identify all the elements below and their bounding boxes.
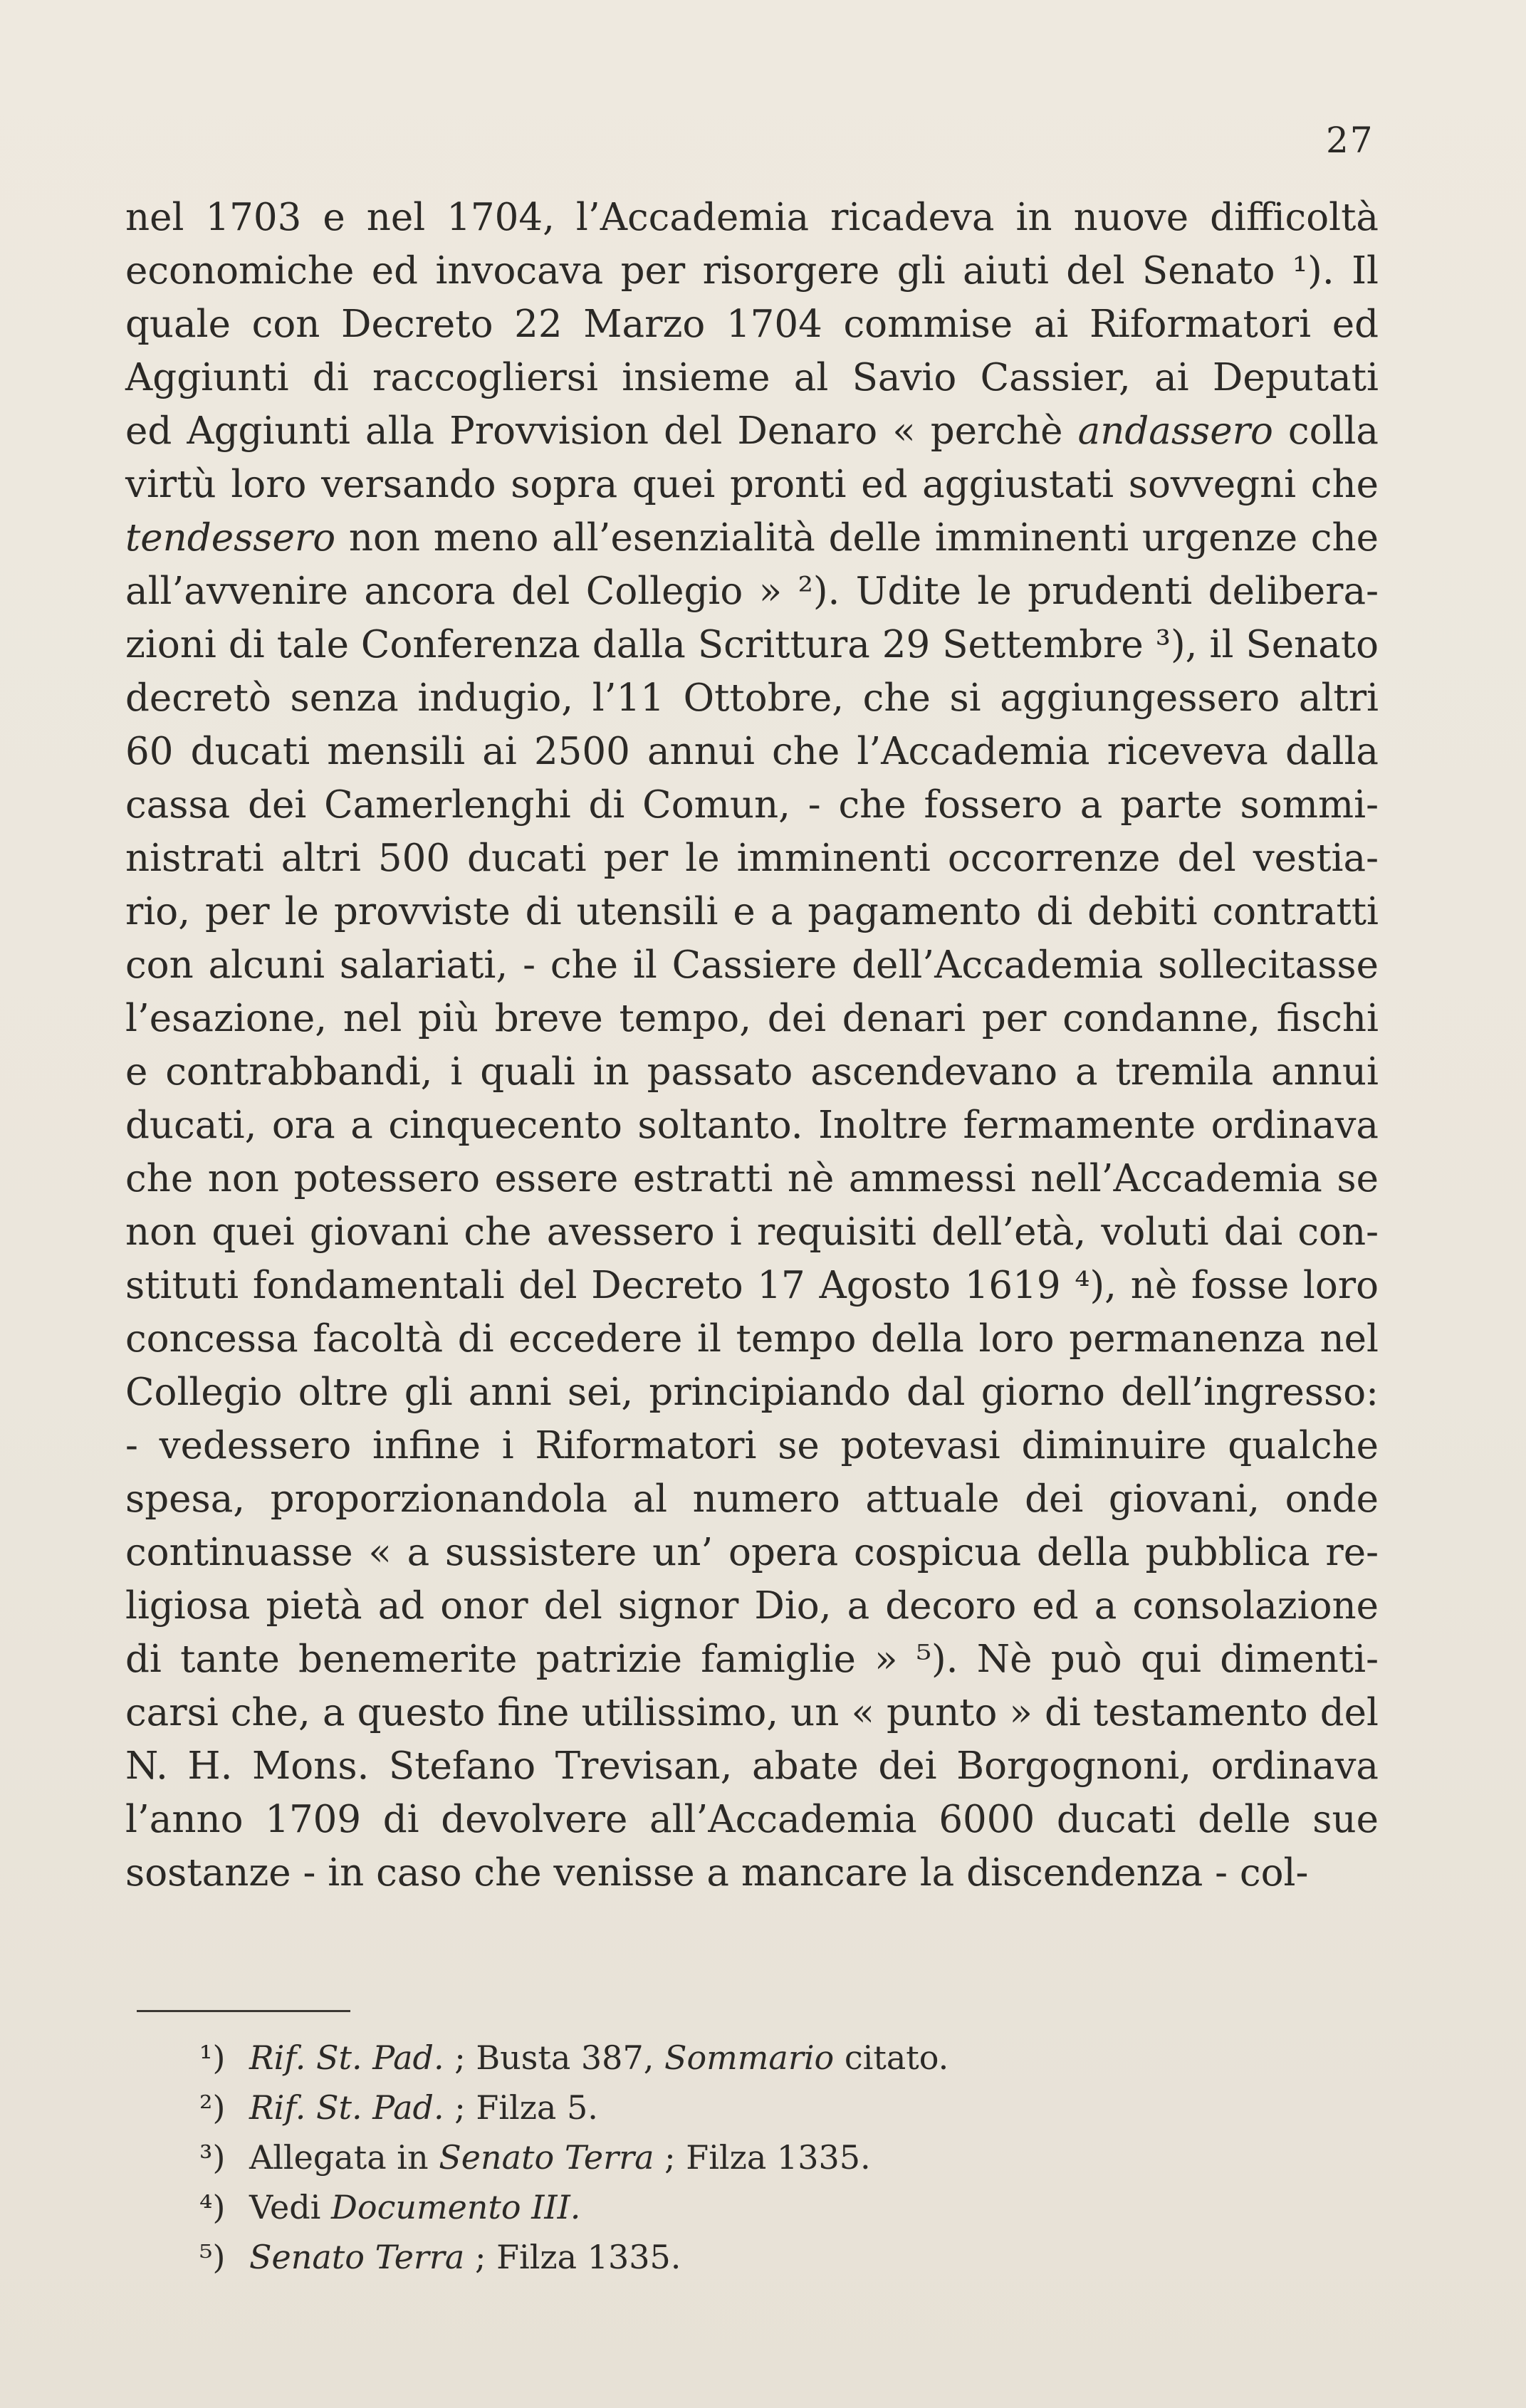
footnote-italic-text: Rif. St. Pad.	[249, 2038, 444, 2077]
text-line	[125, 1259, 1379, 1312]
text-line	[125, 992, 1379, 1045]
text-run: non meno all’esenzialità delle imminenti urgenze che	[335, 516, 1379, 560]
page-number: 27	[1326, 120, 1374, 161]
footnote-text: ; Busta 387,	[444, 2038, 664, 2077]
text-line	[125, 1312, 1379, 1366]
text-line	[125, 298, 1379, 351]
text-run: che non potessero essere estratti nè ammessi nell’Accademia se	[125, 1157, 1379, 1200]
footnote	[199, 2033, 1196, 2083]
text-line	[125, 191, 1379, 244]
text-run: ed Aggiunti alla Provvision del Denaro « perchè	[125, 409, 1078, 453]
text-run: Collegio oltre gli anni sei, principiando dal giorno dell’ingresso:	[125, 1371, 1379, 1414]
text-line	[125, 1045, 1379, 1099]
text-line	[125, 938, 1379, 992]
footnote	[199, 2132, 1196, 2182]
text-line	[125, 458, 1379, 511]
footnote-italic-text: Senato Terra	[439, 2138, 654, 2177]
footnote	[199, 2182, 1196, 2232]
text-run: ligiosa pietà ad onor del signor Dio, a decoro ed a consolazione	[125, 1584, 1379, 1628]
text-run: nel 1703 e nel 1704, l’Accademia ricadeva in nuove difficoltà	[125, 196, 1379, 239]
text-line	[125, 725, 1379, 778]
text-line	[125, 885, 1379, 938]
footnote-mark: ⁴)	[199, 2188, 226, 2226]
text-run: nistrati altri 500 ducati per le imminenti occorrenze del vestia-	[125, 837, 1379, 880]
text-run: cassa dei Camerlenghi di Comun, - che fossero a parte sommi-	[125, 783, 1379, 827]
text-run: carsi che, a questo fine utilissimo, un « punto » di testamento del	[125, 1691, 1379, 1734]
text-line	[125, 1793, 1379, 1846]
footnote	[199, 2083, 1196, 2132]
text-line	[125, 1739, 1379, 1793]
text-run: continuasse « a sussistere un’ opera cospicua della pubblica re-	[125, 1531, 1379, 1574]
footnote-text: citato.	[834, 2038, 949, 2077]
text-line	[125, 404, 1379, 458]
text-run: di tante benemerite patrizie famiglie » ⁵). Nè può qui dimenti-	[125, 1638, 1379, 1681]
text-line	[125, 1579, 1379, 1633]
text-run: quale con Decreto 22 Marzo 1704 commise ai Riformatori ed	[125, 303, 1379, 346]
footnote-italic-text: Sommario	[664, 2038, 835, 2077]
footnote-italic-text: Documento III.	[331, 2188, 581, 2226]
text-line	[125, 1633, 1379, 1686]
footnotes	[199, 2033, 1196, 2282]
text-run: N. H. Mons. Stefano Trevisan, abate dei Borgognoni, ordinava	[125, 1744, 1379, 1788]
text-line	[125, 1205, 1379, 1259]
text-run: zioni di tale Conferenza dalla Scrittura 29 Settembre ³), il Senato	[125, 623, 1379, 666]
text-run: colla	[1272, 409, 1379, 453]
text-run: spesa, proporzionandola al numero attuale dei giovani, onde	[125, 1477, 1379, 1521]
text-line	[125, 618, 1379, 671]
text-line	[125, 1846, 1379, 1900]
footnote-text: Vedi	[249, 2188, 331, 2226]
text-line	[125, 565, 1379, 618]
text-line	[125, 351, 1379, 404]
text-line	[125, 671, 1379, 725]
text-run: concessa facoltà di eccedere il tempo della loro permanenza nel	[125, 1317, 1379, 1361]
body-text	[125, 191, 1379, 1900]
text-run: l’esazione, nel più breve tempo, dei denari per condanne, fischi	[125, 997, 1379, 1040]
footnote-mark: ²)	[199, 2088, 226, 2127]
text-line	[125, 1686, 1379, 1739]
text-run: rio, per le provviste di utensili e a pagamento di debiti contratti	[125, 890, 1379, 933]
text-run: - vedessero infine i Riformatori se potevasi diminuire qualche	[125, 1424, 1379, 1467]
text-run: l’anno 1709 di devolvere all’Accademia 6000 ducati delle sue	[125, 1798, 1379, 1841]
text-line	[125, 1366, 1379, 1419]
italic-text: tendessero	[125, 516, 336, 560]
text-run: ducati, ora a cinquecento soltanto. Inoltre fermamente ordinava	[125, 1104, 1379, 1147]
footnote-mark: ³)	[199, 2138, 226, 2177]
text-line	[125, 1526, 1379, 1579]
text-line	[125, 778, 1379, 832]
text-run: non quei giovani che avessero i requisiti dell’età, voluti dai con-	[125, 1210, 1379, 1254]
text-line	[125, 1472, 1379, 1526]
footnote-mark: ⁵)	[199, 2238, 226, 2276]
text-line	[125, 1152, 1379, 1205]
text-run: decretò senza indugio, l’11 Ottobre, che si aggiungessero altri	[125, 676, 1379, 720]
footnote-mark: ¹)	[199, 2038, 226, 2077]
footnote-text: ; Filza 1335.	[464, 2238, 681, 2276]
footnote-italic-text: Senato Terra	[249, 2238, 465, 2276]
footnote-text: ; Filza 1335.	[654, 2138, 871, 2177]
text-run: Aggiunti di raccogliersi insieme al Savio Cassier, ai Deputati	[125, 356, 1379, 399]
text-line	[125, 244, 1379, 298]
text-run: 60 ducati mensili ai 2500 annui che l’Accademia riceveva dalla	[125, 730, 1379, 773]
footnote-text: Allegata in	[249, 2138, 439, 2177]
text-line	[125, 832, 1379, 885]
text-run: all’avvenire ancora del Collegio » ²). Udite le prudenti delibera-	[125, 570, 1379, 613]
footnote	[199, 2232, 1196, 2282]
text-line	[125, 511, 1379, 565]
text-run: con alcuni salariati, - che il Cassiere dell’Accademia sollecitasse	[125, 943, 1379, 987]
text-line	[125, 1099, 1379, 1152]
text-run: sostanze - in caso che venisse a mancare la discendenza - col-	[125, 1851, 1309, 1895]
text-line	[125, 1419, 1379, 1472]
footnote-italic-text: Rif. St. Pad.	[249, 2088, 444, 2127]
text-run: economiche ed invocava per risorgere gli aiuti del Senato ¹). Il	[125, 249, 1379, 293]
text-run: e contrabbandi, i quali in passato ascendevano a tremila annui	[125, 1050, 1379, 1094]
footnote-text: ; Filza 5.	[444, 2088, 598, 2127]
italic-text: andassero	[1077, 409, 1273, 453]
text-run: stituti fondamentali del Decreto 17 Agosto 1619 ⁴), nè fosse loro	[125, 1264, 1379, 1307]
text-run: virtù loro versando sopra quei pronti ed aggiustati sovvegni che	[125, 463, 1379, 506]
footnote-rule	[137, 2010, 350, 2012]
